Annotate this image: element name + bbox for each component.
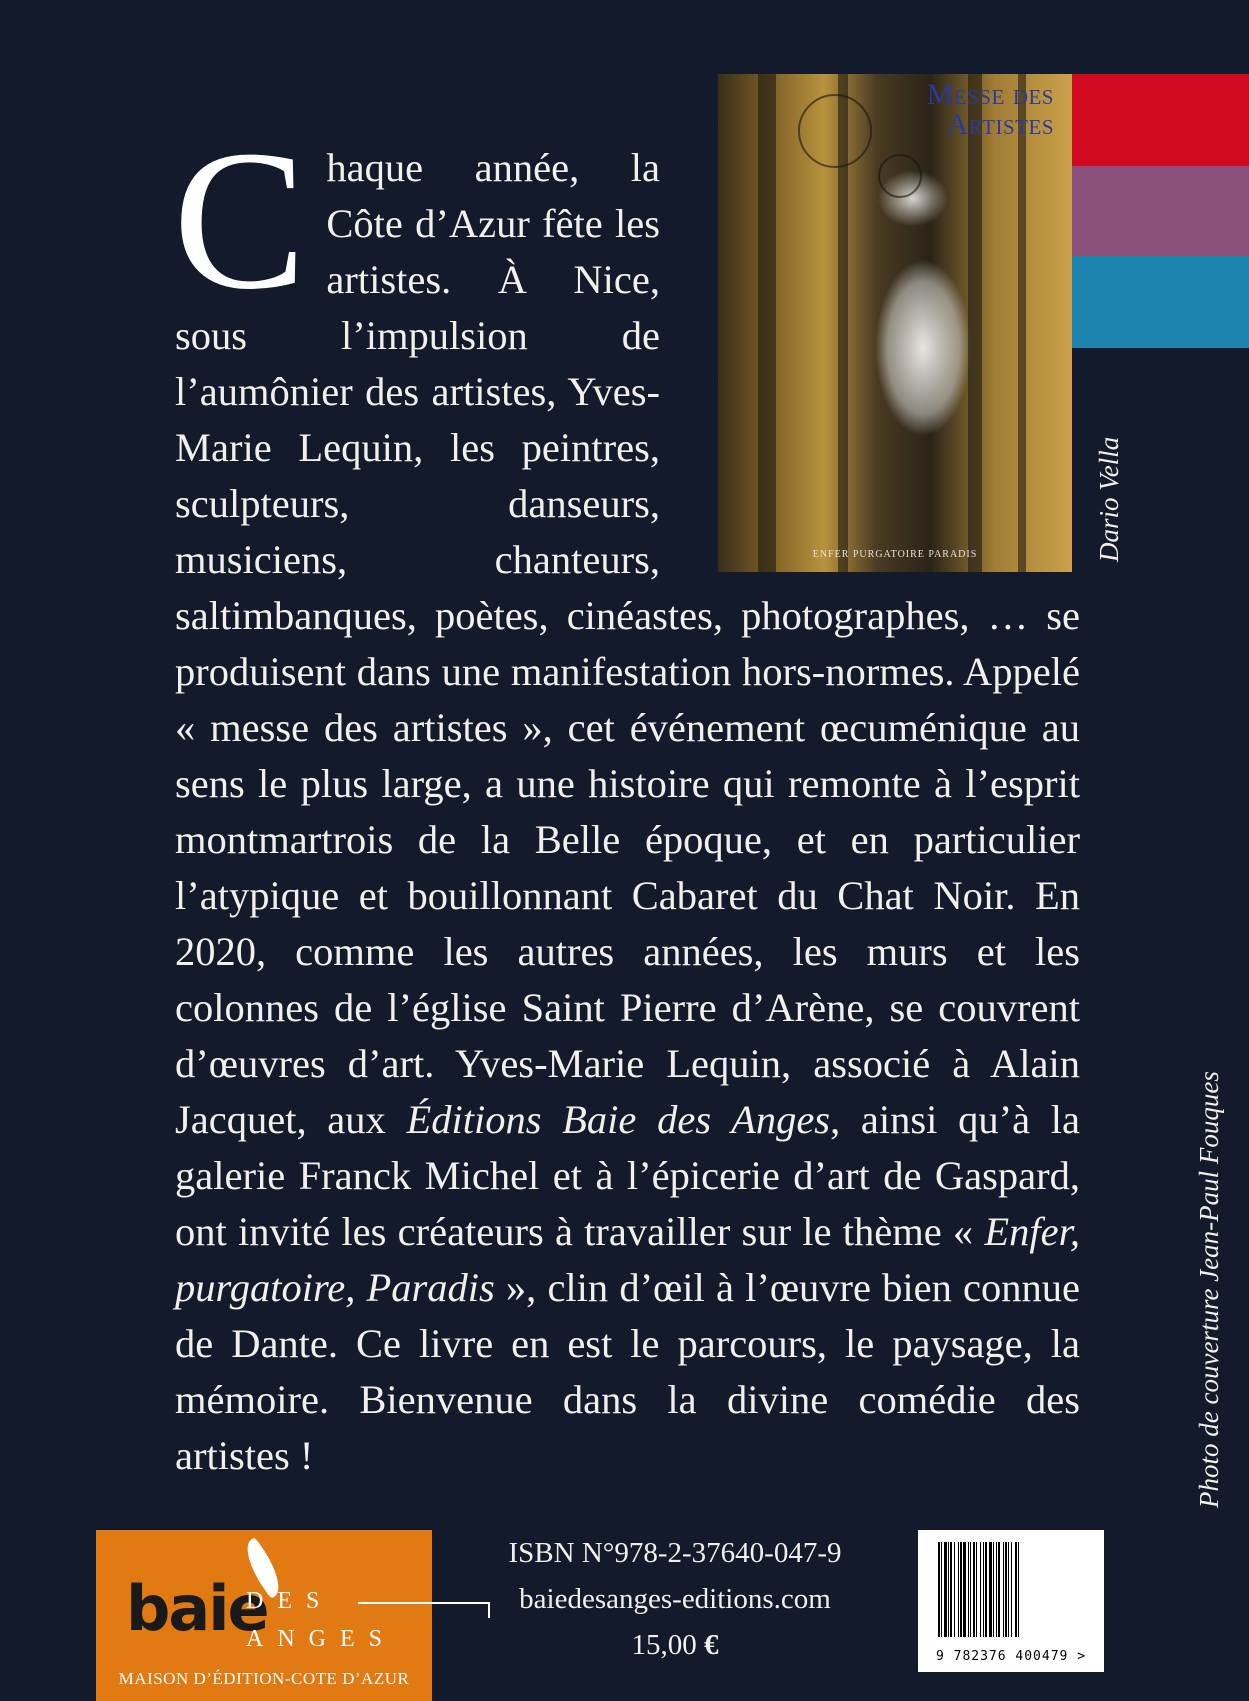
barcode-bars	[938, 1542, 1084, 1637]
blurb-part-3: », clin d’œil à l’œuvre bien connue de Dante. Ce livre en est le parcours, le paysage, la mémoire. Bienvenue dans la divine comédie des artistes !	[175, 1265, 1080, 1478]
blurb-part-2: , ainsi qu’à la galerie Franck Michel et à l’épicerie d’art de Gaspard, ont invité les créateurs à travailler sur le thème «	[175, 1097, 1080, 1254]
publisher-name-italic: Éditions Baie des Anges	[406, 1097, 831, 1142]
drop-cap: C	[173, 110, 307, 331]
publisher-logo	[96, 1530, 432, 1701]
logo-des: DES	[246, 1588, 334, 1614]
blurb-part-1: haque année, la Côte d’Azur fête les artistes. À Nice, sous l’impulsion de l’aumônier des artistes, Yves-Marie Lequin, les peintres, sculpteurs, danseurs, musiciens, chanteurs, saltimbanques, poètes, cinéastes, photographes, … se produisent dans une manifestation hors-normes. Appelé « messe des artistes », cet événement œcuménique au sens le plus large, a une histoire qui remonte à l’esprit montmartrois de la Belle époque, et en particulier l’atypique et bouillonnant Cabaret du Chat Noir. En 2020, comme les autres années, les murs et les colonnes de l’église Saint Pierre d’Arène, se couvrent d’œuvres d’art. Yves-Marie Lequin, associé à Alain Jacquet, aux	[175, 145, 1080, 1142]
artist-credit: Dario Vella	[1094, 436, 1124, 562]
cover-title: Messe des Artistes	[926, 78, 1054, 141]
barcode-digits: 9 782376 400479 >	[935, 1649, 1087, 1664]
book-info	[455, 1530, 895, 1668]
barcode	[918, 1530, 1104, 1672]
currency: €	[704, 1629, 719, 1661]
cover-subtitle: ENFER PURGATOIRE PARADIS	[812, 549, 978, 560]
theme-italic: Enfer, purgatoire, Paradis	[175, 1209, 1080, 1310]
color-bar-purple	[1072, 166, 1249, 256]
color-bar-blue	[1072, 256, 1249, 348]
photo-credit: Photo de couverture Jean-Paul Fouques	[1194, 1071, 1224, 1508]
publisher-tagline: MAISON D’ÉDITION-COTE D’AZUR	[118, 1669, 410, 1688]
blurb-text	[173, 110, 1080, 1484]
logo-word: baie	[126, 1572, 268, 1645]
isbn: ISBN N°978-2-37640-047-9	[508, 1537, 842, 1569]
color-bar-red	[1072, 74, 1249, 166]
logo-anges: ANGES	[246, 1626, 397, 1652]
website: baiedesanges-editions.com	[519, 1583, 831, 1615]
price: 15,00 €	[631, 1629, 719, 1661]
